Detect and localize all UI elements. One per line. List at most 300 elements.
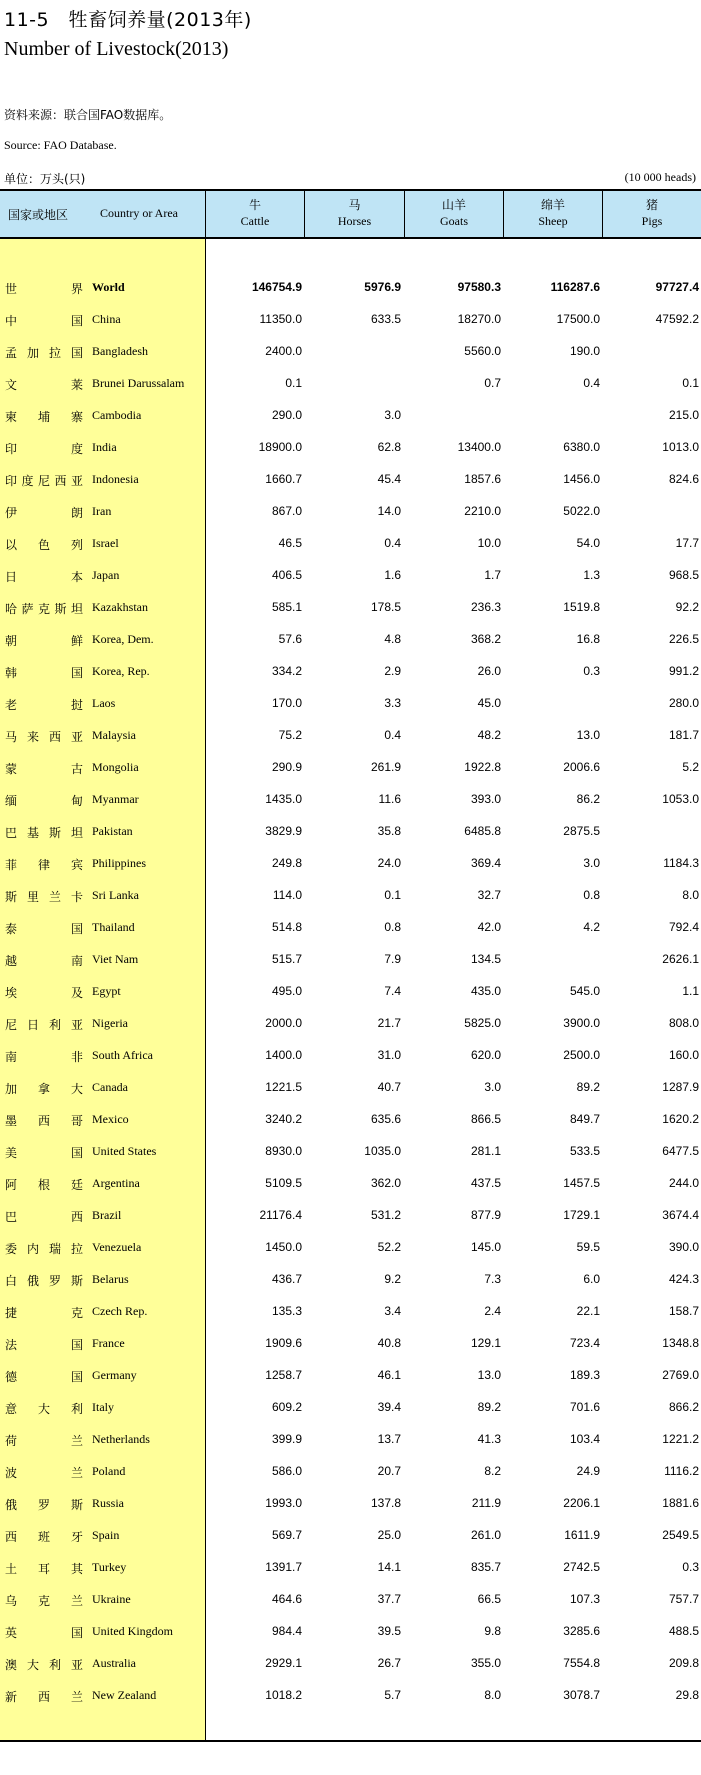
- cattle-value: 21176.4: [259, 1208, 302, 1222]
- pigs-value: 1053.0: [662, 792, 699, 806]
- cattle-value: 514.8: [271, 920, 302, 934]
- country-name-en: Mongolia: [92, 760, 139, 774]
- goats-value: 211.9: [471, 1496, 501, 1510]
- table-row: [0, 751, 701, 783]
- country-name-en: Argentina: [92, 1176, 140, 1190]
- country-name-cn: 哈萨克斯坦: [5, 602, 83, 616]
- cattle-value: 1993.0: [265, 1496, 302, 1510]
- pigs-value: 808.0: [668, 1016, 699, 1030]
- pigs-value: 0.3: [682, 1560, 699, 1574]
- pigs-value: 215.0: [668, 408, 699, 422]
- horses-value: 3.0: [384, 408, 401, 422]
- table-row: [0, 1519, 701, 1551]
- country-name-cn: 老 挝: [5, 698, 83, 712]
- goats-value: 437.5: [470, 1176, 501, 1190]
- country-name-en: Egypt: [92, 984, 121, 998]
- table-row: [0, 783, 701, 815]
- table-row: [0, 1103, 701, 1135]
- cattle-value: 290.0: [271, 408, 302, 422]
- goats-value: 369.4: [470, 856, 501, 870]
- sheep-value: 701.6: [569, 1400, 600, 1414]
- page-title-english: Number of Livestock(2013): [4, 38, 229, 60]
- table-row: [0, 847, 701, 879]
- table-row: [0, 399, 701, 431]
- country-name-en: Brunei Darussalam: [92, 376, 185, 390]
- pigs-value: 47592.2: [655, 312, 699, 326]
- goats-value: 1.7: [484, 568, 501, 582]
- cattle-value: 1660.7: [265, 472, 302, 486]
- goats-value: 32.7: [477, 888, 501, 902]
- sheep-value: 3078.7: [563, 1688, 600, 1702]
- pigs-value: 824.6: [668, 472, 699, 486]
- horses-value: 40.7: [377, 1080, 401, 1094]
- table-row: [0, 367, 701, 399]
- country-name-cn: 朝 鲜: [5, 634, 83, 648]
- horses-value: 20.7: [377, 1464, 401, 1478]
- country-name-cn: 印度尼西亚: [5, 474, 83, 488]
- table-row: [0, 1007, 701, 1039]
- country-name-cn: 墨西哥: [5, 1114, 83, 1128]
- horses-value: 178.5: [370, 600, 401, 614]
- country-name-cn: 土耳其: [5, 1562, 83, 1576]
- pigs-value: 1287.9: [662, 1080, 699, 1094]
- header-goats-cn: 山羊: [441, 198, 466, 212]
- cattle-value: 464.6: [271, 1592, 302, 1606]
- sheep-value: 1611.9: [564, 1528, 600, 1542]
- goats-value: 13.0: [477, 1368, 501, 1382]
- pigs-value: 2769.0: [662, 1368, 699, 1382]
- sheep-value: 849.7: [569, 1112, 600, 1126]
- sheep-value: 6.0: [583, 1272, 600, 1286]
- goats-value: 97580.3: [457, 280, 501, 294]
- country-name-en: New Zealand: [92, 1688, 157, 1702]
- cattle-value: 436.7: [271, 1272, 302, 1286]
- goats-value: 261.0: [470, 1528, 501, 1542]
- pigs-value: 29.8: [675, 1688, 699, 1702]
- country-name-en: Spain: [92, 1528, 120, 1542]
- goats-value: 2.4: [484, 1304, 501, 1318]
- unit-label-english: (10 000 heads): [624, 170, 696, 184]
- header-pigs-cn: 猪: [645, 198, 658, 212]
- country-name-en: Nigeria: [92, 1016, 128, 1030]
- header-bottom-rule: [0, 237, 701, 239]
- sheep-value: 86.2: [576, 792, 600, 806]
- sheep-value: 2500.0: [563, 1048, 600, 1062]
- sheep-value: 3900.0: [563, 1016, 600, 1030]
- country-name-en: Bangladesh: [92, 344, 148, 358]
- country-name-en: Mexico: [92, 1112, 129, 1126]
- pigs-value: 1184.3: [663, 856, 699, 870]
- pigs-value: 209.8: [668, 1656, 699, 1670]
- cattle-value: 75.2: [278, 728, 302, 742]
- header-country-en: Country or Area: [100, 206, 178, 220]
- goats-value: 5560.0: [464, 344, 501, 358]
- goats-value: 10.0: [477, 536, 501, 550]
- goats-value: 7.3: [484, 1272, 501, 1286]
- horses-value: 0.4: [384, 536, 401, 550]
- horses-value: 362.0: [370, 1176, 401, 1190]
- sheep-value: 1729.1: [563, 1208, 600, 1222]
- sheep-value: 16.8: [576, 632, 600, 646]
- cattle-value: 399.9: [271, 1432, 302, 1446]
- country-name-en: Japan: [92, 568, 120, 582]
- table-row: [0, 463, 701, 495]
- country-name-en: Thailand: [92, 920, 135, 934]
- country-name-cn: 印 度: [5, 442, 83, 456]
- cattle-value: 1435.0: [265, 792, 302, 806]
- header-country: [0, 191, 205, 237]
- table-row: [0, 431, 701, 463]
- table-row: [0, 1615, 701, 1647]
- country-name-cn: 尼日利亚: [5, 1018, 83, 1032]
- horses-value: 21.7: [377, 1016, 401, 1030]
- cattle-value: 867.0: [271, 504, 302, 518]
- country-name-en: France: [92, 1336, 125, 1350]
- table-row: [0, 335, 701, 367]
- cattle-value: 1450.0: [265, 1240, 302, 1254]
- country-name-cn: 伊 朗: [5, 506, 83, 520]
- goats-value: 26.0: [477, 664, 501, 678]
- country-name-cn: 捷 克: [5, 1306, 83, 1320]
- horses-value: 25.0: [377, 1528, 401, 1542]
- goats-value: 281.1: [470, 1144, 501, 1158]
- unit-label-chinese: 单位：万头(只): [4, 172, 86, 186]
- pigs-value: 8.0: [682, 888, 699, 902]
- table-row: [0, 1679, 701, 1711]
- country-name-en: Canada: [92, 1080, 128, 1094]
- table-row: [0, 1647, 701, 1679]
- country-name-cn: 乌克兰: [5, 1594, 83, 1608]
- goats-value: 5825.0: [464, 1016, 501, 1030]
- pigs-value: 488.5: [668, 1624, 699, 1638]
- sheep-value: 0.8: [583, 888, 600, 902]
- country-name-cn: 意大利: [5, 1402, 83, 1416]
- header-horses: [304, 191, 404, 237]
- table-row: [0, 655, 701, 687]
- header-horses-cn: 马: [348, 198, 361, 212]
- horses-value: 39.4: [377, 1400, 401, 1414]
- cattle-value: 135.3: [271, 1304, 302, 1318]
- country-name-en: Germany: [92, 1368, 137, 1382]
- horses-value: 4.8: [384, 632, 401, 646]
- country-name-en: China: [92, 312, 121, 326]
- country-name-en: Malaysia: [92, 728, 136, 742]
- country-name-en: South Africa: [92, 1048, 153, 1062]
- sheep-value: 2742.5: [563, 1560, 600, 1574]
- country-name-cn: 西班牙: [5, 1530, 83, 1544]
- table-row: [0, 879, 701, 911]
- sheep-value: 0.3: [583, 664, 600, 678]
- country-name-cn: 韩 国: [5, 666, 83, 680]
- horses-value: 52.2: [377, 1240, 401, 1254]
- goats-value: 8.2: [484, 1464, 501, 1478]
- pigs-value: 181.7: [668, 728, 699, 742]
- header-sheep-en: Sheep: [538, 214, 568, 228]
- sheep-value: 533.5: [569, 1144, 600, 1158]
- horses-value: 31.0: [377, 1048, 401, 1062]
- sheep-value: 3.0: [583, 856, 600, 870]
- pigs-value: 280.0: [668, 696, 699, 710]
- country-name-en: Iran: [92, 504, 112, 518]
- pigs-value: 1620.2: [662, 1112, 699, 1126]
- pigs-value: 2549.5: [662, 1528, 699, 1542]
- header-goats: [404, 191, 503, 237]
- pigs-value: 968.5: [668, 568, 699, 582]
- country-name-cn: 巴基斯坦: [5, 826, 83, 840]
- sheep-value: 190.0: [569, 344, 600, 358]
- header-pigs: [602, 191, 701, 237]
- sheep-value: 17500.0: [556, 312, 600, 326]
- sheep-value: 2206.1: [563, 1496, 600, 1510]
- country-name-en: Czech Rep.: [92, 1304, 148, 1318]
- horses-value: 35.8: [377, 824, 401, 838]
- horses-value: 7.4: [384, 984, 401, 998]
- country-name-en: Laos: [92, 696, 116, 710]
- country-name-cn: 俄罗斯: [5, 1498, 83, 1512]
- horses-value: 14.1: [377, 1560, 401, 1574]
- table-row: [0, 943, 701, 975]
- cattle-value: 3240.2: [265, 1112, 302, 1126]
- cattle-value: 46.5: [278, 536, 302, 550]
- sheep-value: 59.5: [576, 1240, 600, 1254]
- sheep-value: 5022.0: [563, 504, 600, 518]
- country-name-en: Venezuela: [92, 1240, 142, 1254]
- country-name-cn: 菲律宾: [5, 858, 83, 872]
- table-row: [0, 271, 701, 303]
- country-name-en: Myanmar: [92, 792, 139, 806]
- goats-value: 145.0: [470, 1240, 501, 1254]
- country-name-en: Pakistan: [92, 824, 133, 838]
- cattle-value: 1018.2: [265, 1688, 302, 1702]
- cattle-value: 114.0: [272, 888, 302, 902]
- table-row: [0, 559, 701, 591]
- pigs-value: 160.0: [668, 1048, 699, 1062]
- table-row: [0, 975, 701, 1007]
- pigs-value: 792.4: [668, 920, 699, 934]
- horses-value: 39.5: [377, 1624, 401, 1638]
- pigs-value: 1221.2: [662, 1432, 699, 1446]
- country-name-cn: 越 南: [5, 954, 83, 968]
- country-name-en: Sri Lanka: [92, 888, 139, 902]
- cattle-value: 2929.1: [265, 1656, 302, 1670]
- horses-value: 633.5: [370, 312, 401, 326]
- sheep-value: 1457.5: [563, 1176, 600, 1190]
- table-row: [0, 1423, 701, 1455]
- country-name-cn: 美 国: [5, 1146, 83, 1160]
- country-name-en: Australia: [92, 1656, 136, 1670]
- pigs-value: 244.0: [668, 1176, 699, 1190]
- cattle-value: 334.2: [271, 664, 302, 678]
- table-row: [0, 1455, 701, 1487]
- goats-value: 355.0: [470, 1656, 501, 1670]
- pigs-value: 97727.4: [655, 280, 699, 294]
- horses-value: 1035.0: [364, 1144, 401, 1158]
- table-row: [0, 1039, 701, 1071]
- goats-value: 368.2: [470, 632, 501, 646]
- cattle-value: 5109.5: [265, 1176, 302, 1190]
- country-name-en: Brazil: [92, 1208, 122, 1222]
- pigs-value: 757.7: [668, 1592, 699, 1606]
- cattle-value: 1909.6: [265, 1336, 302, 1350]
- goats-value: 835.7: [470, 1560, 501, 1574]
- goats-value: 3.0: [484, 1080, 501, 1094]
- country-name-cn: 柬埔寨: [5, 410, 83, 424]
- country-name-en: Russia: [92, 1496, 125, 1510]
- goats-value: 393.0: [470, 792, 501, 806]
- header-cattle-cn: 牛: [248, 198, 261, 212]
- cattle-value: 11350.0: [259, 312, 302, 326]
- cattle-value: 2400.0: [265, 344, 302, 358]
- sheep-value: 4.2: [583, 920, 600, 934]
- goats-value: 0.7: [484, 376, 501, 390]
- table-row: [0, 495, 701, 527]
- header-horses-en: Horses: [337, 214, 372, 228]
- country-name-cn: 文 莱: [5, 378, 83, 392]
- sheep-value: 0.4: [583, 376, 600, 390]
- cattle-value: 170.0: [271, 696, 302, 710]
- goats-value: 1922.8: [464, 760, 501, 774]
- table-row: [0, 1231, 701, 1263]
- goats-value: 435.0: [470, 984, 501, 998]
- pigs-value: 866.2: [668, 1400, 699, 1414]
- page-title-chinese: 11-5 牲畜饲养量(2013年): [4, 9, 252, 31]
- pigs-value: 1013.0: [662, 440, 699, 454]
- country-name-en: United Kingdom: [92, 1624, 173, 1638]
- country-name-cn: 中 国: [5, 314, 83, 328]
- source-note-english: Source: FAO Database.: [4, 138, 117, 152]
- country-name-en: Israel: [92, 536, 119, 550]
- country-name-cn: 世 界: [5, 282, 83, 296]
- horses-value: 137.8: [370, 1496, 401, 1510]
- sheep-value: 723.4: [569, 1336, 600, 1350]
- country-name-cn: 英 国: [5, 1626, 83, 1640]
- sheep-value: 6380.0: [563, 440, 600, 454]
- country-name-en: Korea, Dem.: [92, 632, 154, 646]
- pigs-value: 1881.6: [662, 1496, 699, 1510]
- cattle-value: 1221.5: [265, 1080, 302, 1094]
- sheep-value: 2006.6: [563, 760, 600, 774]
- country-name-cn: 澳大利亚: [5, 1658, 83, 1672]
- country-name-en: Philippines: [92, 856, 147, 870]
- cattle-value: 406.5: [271, 568, 302, 582]
- country-name-cn: 委内瑞拉: [5, 1242, 83, 1256]
- pigs-value: 226.5: [668, 632, 699, 646]
- country-name-cn: 缅 甸: [5, 794, 83, 808]
- header-cattle-en: Cattle: [240, 214, 270, 228]
- table-row: [0, 687, 701, 719]
- goats-value: 9.8: [484, 1624, 501, 1638]
- cattle-value: 984.4: [271, 1624, 302, 1638]
- goats-value: 129.1: [470, 1336, 501, 1350]
- horses-value: 531.2: [370, 1208, 401, 1222]
- goats-value: 45.0: [477, 696, 501, 710]
- horses-value: 2.9: [384, 664, 401, 678]
- country-name-cn: 斯里兰卡: [5, 890, 83, 904]
- header-pigs-en: Pigs: [641, 214, 663, 228]
- country-name-cn: 孟加拉国: [5, 346, 83, 360]
- horses-value: 3.4: [384, 1304, 401, 1318]
- table-row: [0, 1199, 701, 1231]
- table-row: [0, 623, 701, 655]
- country-name-cn: 日 本: [5, 570, 83, 584]
- table-row: [0, 1327, 701, 1359]
- sheep-value: 22.1: [576, 1304, 600, 1318]
- table-row: [0, 1295, 701, 1327]
- country-name-cn: 加拿大: [5, 1082, 83, 1096]
- header-country-cn: 国家或地区: [8, 208, 69, 222]
- cattle-value: 586.0: [271, 1464, 302, 1478]
- table-row: [0, 1135, 701, 1167]
- pigs-value: 0.1: [682, 376, 699, 390]
- goats-value: 877.9: [470, 1208, 501, 1222]
- pigs-value: 6477.5: [662, 1144, 699, 1158]
- country-name-cn: 马来西亚: [5, 730, 83, 744]
- header-goats-en: Goats: [440, 214, 468, 228]
- table-row: [0, 1263, 701, 1295]
- goats-value: 8.0: [484, 1688, 501, 1702]
- cattle-value: 146754.9: [251, 280, 302, 294]
- cattle-value: 1400.0: [265, 1048, 302, 1062]
- sheep-value: 54.0: [576, 536, 600, 550]
- pigs-value: 2626.1: [662, 952, 699, 966]
- table-body: [0, 271, 701, 1711]
- goats-value: 1857.6: [464, 472, 501, 486]
- source-note-chinese: 资料来源：联合国FAO数据库。: [4, 108, 172, 122]
- header-cattle: [205, 191, 304, 237]
- horses-value: 45.4: [377, 472, 401, 486]
- horses-value: 3.3: [384, 696, 401, 710]
- sheep-value: 545.0: [569, 984, 600, 998]
- country-name-cn: 蒙 古: [5, 762, 83, 776]
- cattle-value: 609.2: [271, 1400, 302, 1414]
- country-name-en: Kazakhstan: [92, 600, 148, 614]
- header-sheep-cn: 绵羊: [540, 198, 565, 212]
- horses-value: 46.1: [377, 1368, 401, 1382]
- horses-value: 11.6: [378, 792, 401, 806]
- table-row: [0, 815, 701, 847]
- cattle-value: 569.7: [271, 1528, 302, 1542]
- country-name-cn: 德 国: [5, 1370, 83, 1384]
- horses-value: 9.2: [384, 1272, 401, 1286]
- goats-value: 236.3: [470, 600, 501, 614]
- cattle-value: 2000.0: [265, 1016, 302, 1030]
- goats-value: 6485.8: [464, 824, 501, 838]
- sheep-value: 1456.0: [563, 472, 600, 486]
- pigs-value: 390.0: [668, 1240, 699, 1254]
- table-row: [0, 1167, 701, 1199]
- cattle-value: 249.8: [271, 856, 302, 870]
- goats-value: 89.2: [477, 1400, 501, 1414]
- table-row: [0, 911, 701, 943]
- table-header: [0, 191, 701, 237]
- table-row: [0, 1359, 701, 1391]
- country-name-cn: 荷 兰: [5, 1434, 83, 1448]
- horses-value: 5976.9: [364, 280, 401, 294]
- horses-value: 7.9: [384, 952, 401, 966]
- country-name-en: Netherlands: [92, 1432, 150, 1446]
- country-name-cn: 法 国: [5, 1338, 83, 1352]
- table-row: [0, 1551, 701, 1583]
- goats-value: 18270.0: [457, 312, 501, 326]
- country-name-cn: 阿根廷: [5, 1178, 83, 1192]
- horses-value: 37.7: [377, 1592, 401, 1606]
- cattle-value: 57.6: [278, 632, 302, 646]
- sheep-value: 3285.6: [563, 1624, 600, 1638]
- pigs-value: 1.1: [682, 984, 699, 998]
- horses-value: 40.8: [377, 1336, 401, 1350]
- horses-value: 62.8: [377, 440, 401, 454]
- country-name-en: Poland: [92, 1464, 126, 1478]
